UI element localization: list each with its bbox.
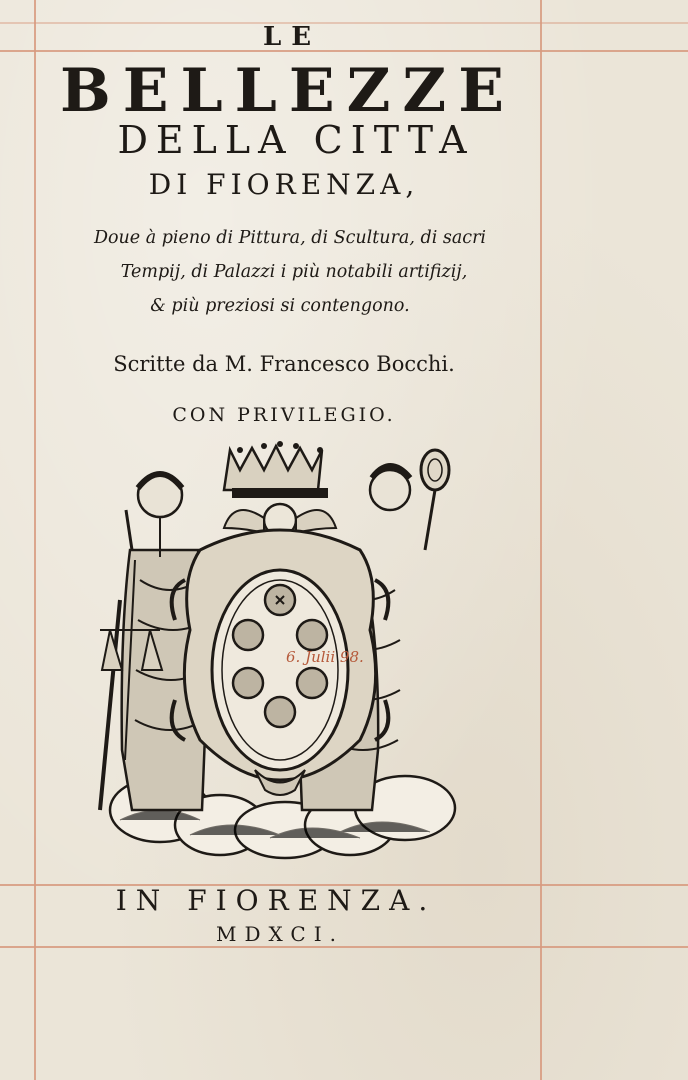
- description-line-2: Tempij, di Palazzi i più notabili artifizij,: [120, 262, 468, 282]
- crown-icon: [224, 441, 328, 498]
- author-line: Scritte da M. Francesco Bocchi.: [113, 352, 455, 376]
- ruled-line-right: [540, 0, 542, 1080]
- imprint-place: IN FIORENZA.: [115, 884, 437, 917]
- imprint-year: MDXCI.: [216, 922, 344, 946]
- title-le: LE: [262, 22, 322, 52]
- description-line-3: & più preziosi si contengono.: [150, 296, 410, 316]
- description-line-1: Doue à pieno di Pittura, di Scultura, di sacri: [93, 228, 487, 248]
- woodcut-illustration: [90, 440, 470, 860]
- ruled-line-bottom: [0, 946, 688, 948]
- ruled-line-left: [34, 0, 36, 1080]
- privilege-line: CON PRIVILEGIO.: [172, 404, 396, 426]
- title-di-fiorenza: DI FIORENZA,: [148, 168, 420, 201]
- handwritten-note: 6. Julii 98.: [286, 648, 364, 666]
- title-della-citta: DELLA CITTA: [117, 118, 475, 162]
- title-bellezze: BELLEZZE: [60, 56, 516, 126]
